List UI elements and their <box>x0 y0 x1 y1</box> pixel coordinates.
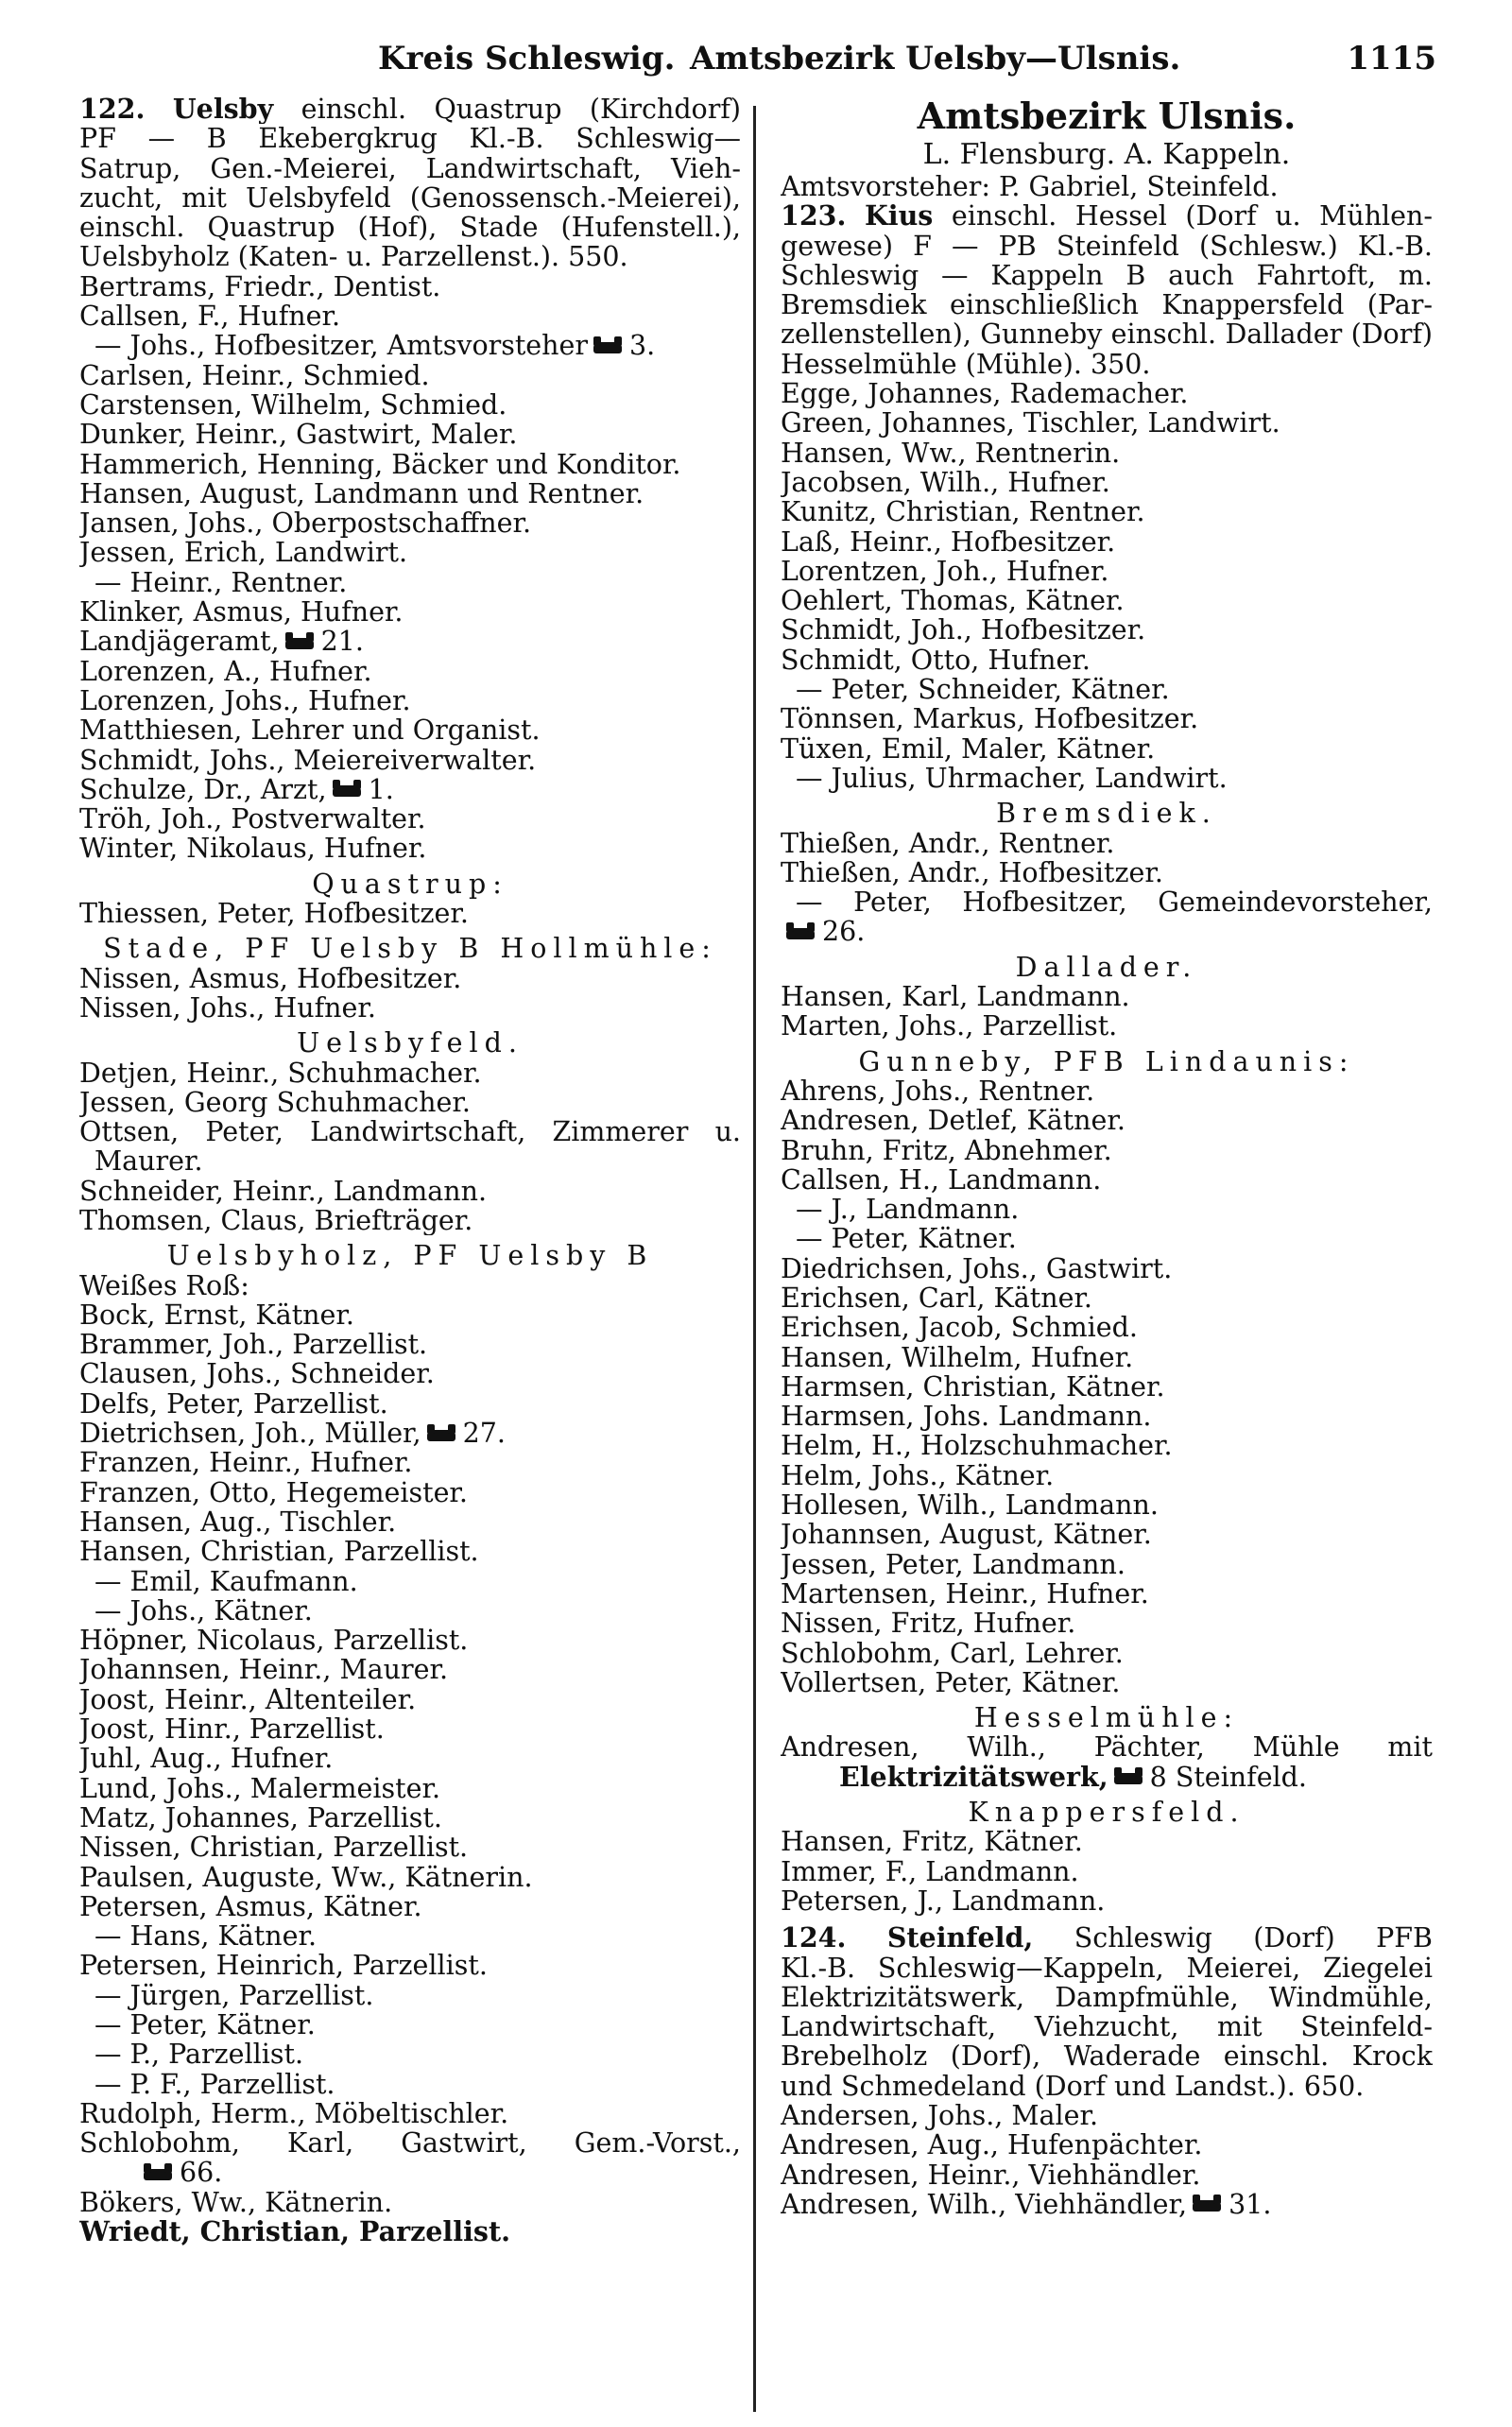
right-column <box>781 95 1433 2219</box>
subsection-title: Stade, PF Uelsby B Hollmühle: <box>103 934 717 964</box>
list-item: Hansen, Wilhelm, Hufner. <box>781 1342 1134 1372</box>
list-item: Matz, Johannes, Parzellist. <box>79 1802 442 1833</box>
list-item: — J., Landmann. <box>796 1195 1020 1225</box>
list-item: Schmidt, Joh., Hofbesitzer. <box>781 615 1146 645</box>
list-item: Dunker, Heinr., Gastwirt, Maler. <box>79 420 518 450</box>
list-item: Lund, Johs., Malermeister. <box>79 1773 441 1803</box>
running-header <box>76 32 1436 89</box>
list-item: Schlobohm, Carl, Lehrer. <box>781 1638 1124 1668</box>
entry-number: 124. <box>781 1923 847 1954</box>
list-item: Petersen, J., Landmann. <box>781 1885 1106 1917</box>
list-item: Wriedt, Christian, Parzellist. <box>79 2217 511 2247</box>
place-name: Kius <box>864 201 934 232</box>
list-item: Schulze, Dr., Arzt, 1. <box>79 774 394 805</box>
entry-122-line: PF — B Ekebergkrug Kl.-B. Schleswig— <box>79 124 741 154</box>
list-item: Harmsen, Johs. Landmann. <box>781 1402 1152 1432</box>
page-number: 1115 <box>1347 40 1436 77</box>
list-item: Rudolph, Herm., Möbeltischler. <box>79 2098 509 2129</box>
list-item: Andresen, Wilh., Viehhändler, 31. <box>781 2189 1272 2220</box>
list-item: Martensen, Heinr., Hufner. <box>781 1578 1149 1609</box>
list-item: Helm, Johs., Kätner. <box>781 1460 1055 1491</box>
list-item: Thomsen, Claus, Briefträger. <box>79 1205 473 1236</box>
list-item: Petersen, Asmus, Kätner. <box>79 1891 422 1922</box>
list-item: Jessen, Georg Schuhmacher. <box>79 1087 471 1118</box>
list-item: — Johs., Kätner. <box>94 1595 313 1627</box>
list-item: Schmidt, Otto, Hufner. <box>781 645 1091 676</box>
list-item: Franzen, Otto, Hegemeister. <box>79 1477 468 1507</box>
list-item: — Johs., Hofbesitzer, Amtsvorsteher 3. <box>94 331 656 361</box>
list-item: Jacobsen, Wilh., Hufner. <box>781 467 1110 498</box>
list-item: Egge, Johannes, Rademacher. <box>781 379 1189 409</box>
subsection-title: Quastrup: <box>312 869 508 900</box>
list-item: Nissen, Johs., Hufner. <box>79 992 376 1024</box>
list-item: — Julius, Uhrmacher, Landwirt. <box>796 763 1228 794</box>
list-item: Nissen, Fritz, Hufner. <box>781 1609 1076 1639</box>
list-item: — P., Parzellist. <box>94 2040 304 2070</box>
list-item: Erichsen, Carl, Kätner. <box>781 1282 1092 1314</box>
list-item: Hansen, Fritz, Kätner. <box>781 1827 1083 1857</box>
list-item: Maurer. <box>94 1146 203 1177</box>
list-item: Andersen, Johs., Maler. <box>781 2101 1099 2131</box>
list-item: — Heinr., Rentner. <box>94 567 348 598</box>
list-item: Jansen, Johs., Oberpostschaffner. <box>79 508 532 539</box>
subsection-title: Gunneby, PFB Lindaunis: <box>858 1046 1355 1076</box>
entry-124-line: Elektrizitätswerk, Dampfmühle, Windmühle, <box>781 1982 1433 2013</box>
list-item: Hansen, August, Landmann und Rentner. <box>79 478 644 509</box>
list-item: Schlobohm, Karl, Gastwirt, Gem.-Vorst., <box>79 2128 741 2159</box>
telephone-icon <box>333 785 361 797</box>
list-item: — Emil, Kaufmann. <box>94 1566 358 1596</box>
list-item: Lorentzen, Joh., Hufner. <box>781 556 1109 587</box>
entry-123-line: gewese) F — PB Steinfeld (Schlesw.) Kl.-B. <box>781 231 1433 261</box>
list-item: Andresen, Aug., Hufenpächter. <box>781 2130 1203 2160</box>
entry-124-line: Brebelholz (Dorf), Waderade einschl. Krock <box>781 2041 1433 2072</box>
list-item: Schneider, Heinr., Landmann. <box>79 1176 488 1206</box>
list-item: Callsen, H., Landmann. <box>781 1164 1102 1196</box>
list-item: Bock, Ernst, Kätner. <box>79 1300 354 1331</box>
telephone-icon <box>285 638 314 649</box>
list-item: — Jürgen, Parzellist. <box>94 1980 374 2010</box>
list-item: Detjen, Heinr., Schuhmacher. <box>79 1058 482 1088</box>
list-item: Hansen, Ww., Rentnerin. <box>781 438 1121 468</box>
entry-number: 123. <box>781 201 847 232</box>
list-item: Helm, H., Holzschuhmacher. <box>781 1431 1173 1461</box>
list-item: Hollesen, Wilh., Landmann. <box>781 1490 1159 1521</box>
list-item: — Peter, Kätner. <box>94 2010 316 2040</box>
list-item: Nissen, Asmus, Hofbesitzer. <box>79 963 462 993</box>
list-item: Joost, Heinr., Altenteiler. <box>79 1684 417 1715</box>
list-item: Callsen, F., Hufner. <box>79 301 341 332</box>
list-item: Schmidt, Johs., Meiereiverwalter. <box>79 745 537 775</box>
entry-122-line: zucht, mit Uelsbyfeld (Genossensch.-Meierei), <box>79 182 741 214</box>
list-item: Winter, Nikolaus, Hufner. <box>79 834 427 864</box>
telephone-icon <box>786 928 815 939</box>
list-item: Johannsen, Heinr., Maurer. <box>79 1655 449 1685</box>
subsection-title: Knappersfeld. <box>968 1798 1246 1828</box>
entry-123-line: Bremsdiek einschließlich Knappersfeld (Par- <box>781 290 1433 320</box>
entry-123-line: Hesselmühle (Mühle). 350. <box>781 349 1151 380</box>
list-item: Hansen, Karl, Landmann. <box>781 982 1130 1012</box>
list-item: Andresen, Wilh., Pächter, Mühle mit <box>781 1732 1433 1763</box>
list-item: Ottsen, Peter, Landwirtschaft, Zimmerer u. <box>79 1117 741 1147</box>
list-item: Joost, Hinr., Parzellist. <box>79 1714 385 1745</box>
entry-123-line: zellenstellen), Gunneby einschl. Dallader (Dorf) <box>781 319 1433 350</box>
entry-122-line: Uelsbyholz (Katen- u. Parzellenst.). 550. <box>79 242 628 272</box>
list-item: Immer, F., Landmann. <box>781 1856 1079 1886</box>
list-item: Thießen, Andr., Rentner. <box>781 828 1115 858</box>
list-item: Marten, Johs., Parzellist. <box>781 1011 1118 1041</box>
list-item: Ahrens, Johs., Rentner. <box>781 1076 1095 1107</box>
subsection-title: Uelsbyholz, PF Uelsby B <box>166 1241 654 1271</box>
place-name: Steinfeld, <box>886 1923 1034 1954</box>
section-title: Amtsbezirk Ulsnis. <box>917 95 1297 137</box>
list-item: Tröh, Joh., Postverwalter. <box>79 804 426 835</box>
list-item: Franzen, Heinr., Hufner. <box>79 1448 413 1478</box>
column-divider <box>753 106 756 2412</box>
entry-122-line: 122. Uelsby einschl. Quastrup (Kirchdorf) <box>79 95 741 125</box>
list-item: Lorenzen, Johs., Hufner. <box>79 685 411 716</box>
list-item: Johannsen, August, Kätner. <box>781 1520 1152 1550</box>
list-item: Juhl, Aug., Hufner. <box>79 1744 334 1774</box>
list-item: Clausen, Johs., Schneider. <box>79 1359 435 1389</box>
subsection-title: Hesselmühle: <box>973 1703 1240 1733</box>
entry-124-line: und Schmedeland (Dorf und Landst.). 650. <box>781 2071 1365 2101</box>
telephone-icon <box>1193 2200 1221 2212</box>
entry-124-line: 124. Steinfeld, Schleswig (Dorf) PFB <box>781 1923 1433 1954</box>
list-item: Dietrichsen, Joh., Müller, 27. <box>79 1419 506 1449</box>
list-item: Elektrizitätswerk, 8 Steinfeld. <box>839 1762 1307 1793</box>
list-item: Kunitz, Christian, Rentner. <box>781 497 1145 527</box>
list-item: Bruhn, Fritz, Abnehmer. <box>781 1135 1112 1165</box>
list-item: Bertrams, Friedr., Dentist. <box>79 271 441 302</box>
telephone-icon <box>1114 1773 1143 1784</box>
section-subtitle: L. Flensburg. A. Kappeln. <box>922 138 1291 171</box>
list-item: Andresen, Detlef, Kätner. <box>781 1106 1125 1136</box>
subsection-title: Bremsdiek. <box>996 799 1217 829</box>
telephone-icon <box>144 2169 172 2180</box>
list-item: Thießen, Andr., Hofbesitzer. <box>781 857 1163 888</box>
subsection-title: Uelsbyfeld. <box>297 1028 524 1059</box>
list-item: Oehlert, Thomas, Kätner. <box>781 586 1125 616</box>
list-item: Nissen, Christian, Parzellist. <box>79 1833 469 1863</box>
entry-122-line: einschl. Quastrup (Hof), Stade (Hufenstell.), <box>79 213 741 243</box>
entry-124-line: Kl.-B. Schleswig—Kappeln, Meierei, Ziegelei <box>781 1953 1433 1983</box>
list-item: Lorenzen, A., Hufner. <box>79 656 372 686</box>
list-item: Hammerich, Henning, Bäcker und Konditor. <box>79 449 681 479</box>
list-item: Brammer, Joh., Parzellist. <box>79 1330 428 1360</box>
telephone-icon <box>593 342 622 353</box>
entry-123-line: Schleswig — Kappeln B auch Fahrtoft, m. <box>781 260 1433 291</box>
list-item: Carlsen, Heinr., Schmied. <box>79 360 430 390</box>
list-item: — Peter, Kätner. <box>796 1224 1017 1254</box>
list-item: Tüxen, Emil, Maler, Kätner. <box>781 733 1156 764</box>
entry-number: 122. <box>79 95 146 125</box>
entry-122-line: Satrup, Gen.-Meierei, Landwirtschaft, Vieh- <box>79 153 741 183</box>
list-item: Höpner, Nicolaus, Parzellist. <box>79 1626 469 1656</box>
header-amtsbezirk: Amtsbezirk Uelsby—Ulsnis. <box>690 40 1181 77</box>
list-item: Landjägeramt, 21. <box>79 627 364 657</box>
list-item: Carstensen, Wilhelm, Schmied. <box>79 389 507 421</box>
list-item: Vollertsen, Peter, Kätner. <box>781 1667 1121 1698</box>
list-item: Paulsen, Auguste, Ww., Kätnerin. <box>79 1862 533 1892</box>
list-item: Andresen, Heinr., Viehhändler. <box>781 2160 1201 2190</box>
left-column <box>79 95 741 2246</box>
list-item: Jessen, Peter, Landmann. <box>781 1549 1125 1579</box>
list-item: — P. F., Parzellist. <box>94 2069 335 2099</box>
list-item: 66. <box>79 2158 741 2187</box>
list-item: Hansen, Christian, Parzellist. <box>79 1537 479 1567</box>
place-name: Uelsby <box>172 95 274 125</box>
amtsvorsteher-line: Amtsvorsteher: P. Gabriel, Steinfeld. <box>781 172 1279 202</box>
list-item: Thiessen, Peter, Hofbesitzer. <box>79 899 469 929</box>
list-item: Klinker, Asmus, Hufner. <box>79 597 404 628</box>
list-item: Erichsen, Jacob, Schmied. <box>781 1313 1138 1343</box>
list-item: — Peter, Hofbesitzer, Gemeindevorsteher, <box>796 887 1433 918</box>
entry-123-line: 123. Kius einschl. Hessel (Dorf u. Mühlen- <box>781 201 1433 232</box>
list-item: Harmsen, Christian, Kätner. <box>781 1371 1165 1403</box>
list-item: Delfs, Peter, Parzellist. <box>79 1388 388 1420</box>
list-item: — Hans, Kätner. <box>94 1921 318 1952</box>
list-item: Diedrichsen, Johs., Gastwirt. <box>781 1253 1173 1283</box>
list-item: 26. <box>781 917 1433 946</box>
subsection-title: Dallader. <box>1015 952 1198 983</box>
telephone-icon <box>427 1430 455 1441</box>
list-item: Hansen, Aug., Tischler. <box>79 1506 397 1538</box>
list-item: Matthiesen, Lehrer und Organist. <box>79 715 541 746</box>
list-item: — Peter, Schneider, Kätner. <box>796 675 1170 705</box>
header-district: Kreis Schleswig. <box>378 40 676 77</box>
list-item: Laß, Heinr., Hofbesitzer. <box>781 526 1116 557</box>
subsection-title-cont: Weißes Roß: <box>79 1270 249 1300</box>
list-item: Tönnsen, Markus, Hofbesitzer. <box>781 704 1199 734</box>
list-item: Jessen, Erich, Landwirt. <box>79 538 408 568</box>
list-item: Green, Johannes, Tischler, Landwirt. <box>781 408 1280 439</box>
entry-124-line: Landwirtschaft, Viehzucht, mit Steinfeld- <box>781 2012 1433 2042</box>
list-item: Petersen, Heinrich, Parzellist. <box>79 1951 488 1981</box>
list-item: Bökers, Ww., Kätnerin. <box>79 2187 393 2218</box>
